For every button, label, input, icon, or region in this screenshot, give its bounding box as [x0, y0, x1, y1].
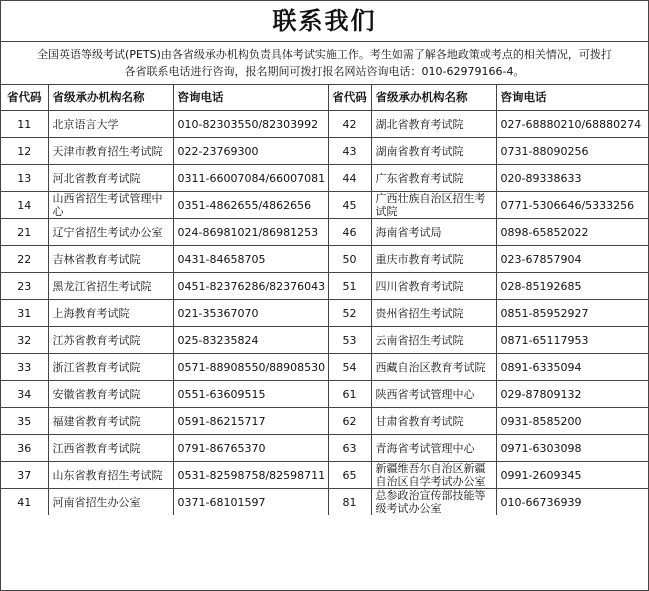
table-header-row [1, 85, 648, 111]
notice-text [1, 42, 648, 85]
right-phone-cell: 020-89338633 [496, 165, 648, 192]
right-phone-cell: 0731-88090256 [496, 138, 648, 165]
left-org-cell: 山东省教育招生考试院 [48, 462, 173, 489]
right-code-cell: 43 [328, 138, 371, 165]
right-org-cell: 湖南省教育考试院 [371, 138, 496, 165]
table-row [1, 327, 648, 354]
left-org-cell: 天津市教育招生考试院 [48, 138, 173, 165]
right-org-cell: 云南省招生考试院 [371, 327, 496, 354]
left-org-cell: 河南省招生办公室 [48, 489, 173, 516]
left-code-cell: 34 [1, 381, 48, 408]
left-org-cell: 黑龙江省招生考试院 [48, 273, 173, 300]
left-code-cell: 41 [1, 489, 48, 516]
header-phone: 咨询电话 [173, 85, 328, 111]
right-code-cell: 42 [328, 111, 371, 138]
right-code-cell: 62 [328, 408, 371, 435]
right-phone-cell: 0891-6335094 [496, 354, 648, 381]
right-org-cell: 海南省考试局 [371, 219, 496, 246]
table-row [1, 462, 648, 489]
left-phone-cell: 022-23769300 [173, 138, 328, 165]
left-org-cell: 辽宁省招生考试办公室 [48, 219, 173, 246]
left-org-cell: 江苏省教育考试院 [48, 327, 173, 354]
left-code-cell: 31 [1, 300, 48, 327]
notice-line-2: 各省联系电话进行咨询，报名期间可拨打报名网站咨询电话：010-62979166-4。 [124, 65, 525, 78]
left-org-cell: 上海教育考试院 [48, 300, 173, 327]
contact-table [1, 85, 648, 515]
right-org-cell: 贵州省招生考试院 [371, 300, 496, 327]
left-code-cell: 11 [1, 111, 48, 138]
left-org-cell: 山西省招生考试管理中心 [48, 192, 173, 219]
right-org-cell: 广西壮族自治区招生考试院 [371, 192, 496, 219]
right-org-cell: 西藏自治区教育考试院 [371, 354, 496, 381]
right-code-cell: 54 [328, 354, 371, 381]
right-org-cell: 新疆维吾尔自治区新疆自治区自学考试办公室 [371, 462, 496, 489]
right-phone-cell: 0771-5306646/5333256 [496, 192, 648, 219]
right-phone-cell: 028-85192685 [496, 273, 648, 300]
table-row [1, 192, 648, 219]
table-row [1, 300, 648, 327]
table-row [1, 354, 648, 381]
left-org-cell: 河北省教育考试院 [48, 165, 173, 192]
left-code-cell: 14 [1, 192, 48, 219]
header-code: 省代码 [1, 85, 48, 111]
table-row [1, 165, 648, 192]
right-phone-cell: 0898-65852022 [496, 219, 648, 246]
left-phone-cell: 0371-68101597 [173, 489, 328, 516]
right-phone-cell: 0871-65117953 [496, 327, 648, 354]
left-org-cell: 吉林省教育考试院 [48, 246, 173, 273]
right-org-cell: 总参政治宣传部技能等级考试办公室 [371, 489, 496, 516]
left-phone-cell: 0531-82598758/82598711 [173, 462, 328, 489]
right-code-cell: 53 [328, 327, 371, 354]
header-code-right: 省代码 [328, 85, 371, 111]
left-phone-cell: 0551-63609515 [173, 381, 328, 408]
left-phone-cell: 0451-82376286/82376043 [173, 273, 328, 300]
left-code-cell: 32 [1, 327, 48, 354]
left-code-cell: 23 [1, 273, 48, 300]
right-code-cell: 51 [328, 273, 371, 300]
left-code-cell: 33 [1, 354, 48, 381]
header-org-right: 省级承办机构名称 [371, 85, 496, 111]
table-row [1, 489, 648, 516]
right-code-cell: 61 [328, 381, 371, 408]
left-phone-cell: 025-83235824 [173, 327, 328, 354]
table-row [1, 381, 648, 408]
right-code-cell: 44 [328, 165, 371, 192]
right-phone-cell: 0931-8585200 [496, 408, 648, 435]
table-row [1, 273, 648, 300]
table-row [1, 111, 648, 138]
right-code-cell: 46 [328, 219, 371, 246]
right-phone-cell: 0991-2609345 [496, 462, 648, 489]
right-org-cell: 重庆市教育考试院 [371, 246, 496, 273]
left-phone-cell: 0431-84658705 [173, 246, 328, 273]
left-org-cell: 浙江省教育考试院 [48, 354, 173, 381]
left-code-cell: 22 [1, 246, 48, 273]
left-org-cell: 安徽省教育考试院 [48, 381, 173, 408]
header-org: 省级承办机构名称 [48, 85, 173, 111]
left-org-cell: 北京语言大学 [48, 111, 173, 138]
left-org-cell: 福建省教育考试院 [48, 408, 173, 435]
right-org-cell: 甘肃省教育考试院 [371, 408, 496, 435]
right-phone-cell: 0851-85952927 [496, 300, 648, 327]
right-phone-cell: 010-66736939 [496, 489, 648, 516]
right-org-cell: 广东省教育考试院 [371, 165, 496, 192]
left-phone-cell: 0311-66007084/66007081 [173, 165, 328, 192]
notice-line-1: 全国英语等级考试(PETS)由各省级承办机构负责具体考试实施工作。考生如需了解各地政策或考点的相关情况，可拨打 [37, 48, 612, 61]
right-org-cell: 湖北省教育考试院 [371, 111, 496, 138]
right-org-cell: 四川省教育考试院 [371, 273, 496, 300]
right-code-cell: 65 [328, 462, 371, 489]
left-phone-cell: 0791-86765370 [173, 435, 328, 462]
right-phone-cell: 027-68880210/68880274 [496, 111, 648, 138]
right-org-cell: 陕西省考试管理中心 [371, 381, 496, 408]
table-row [1, 408, 648, 435]
right-code-cell: 81 [328, 489, 371, 516]
right-phone-cell: 029-87809132 [496, 381, 648, 408]
right-code-cell: 52 [328, 300, 371, 327]
right-org-cell: 青海省考试管理中心 [371, 435, 496, 462]
left-code-cell: 13 [1, 165, 48, 192]
left-phone-cell: 010-82303550/82303992 [173, 111, 328, 138]
table-row [1, 219, 648, 246]
page-title: 联系我们 [1, 1, 648, 42]
right-phone-cell: 0971-6303098 [496, 435, 648, 462]
table-row [1, 435, 648, 462]
left-phone-cell: 0571-88908550/88908530 [173, 354, 328, 381]
left-phone-cell: 0351-4862655/4862656 [173, 192, 328, 219]
header-phone-right: 咨询电话 [496, 85, 648, 111]
left-code-cell: 21 [1, 219, 48, 246]
right-code-cell: 50 [328, 246, 371, 273]
right-phone-cell: 023-67857904 [496, 246, 648, 273]
left-org-cell: 江西省教育考试院 [48, 435, 173, 462]
left-phone-cell: 024-86981021/86981253 [173, 219, 328, 246]
table-row [1, 138, 648, 165]
left-phone-cell: 0591-86215717 [173, 408, 328, 435]
left-code-cell: 12 [1, 138, 48, 165]
left-code-cell: 37 [1, 462, 48, 489]
right-code-cell: 63 [328, 435, 371, 462]
left-code-cell: 36 [1, 435, 48, 462]
table-row [1, 246, 648, 273]
left-code-cell: 35 [1, 408, 48, 435]
left-phone-cell: 021-35367070 [173, 300, 328, 327]
right-code-cell: 45 [328, 192, 371, 219]
